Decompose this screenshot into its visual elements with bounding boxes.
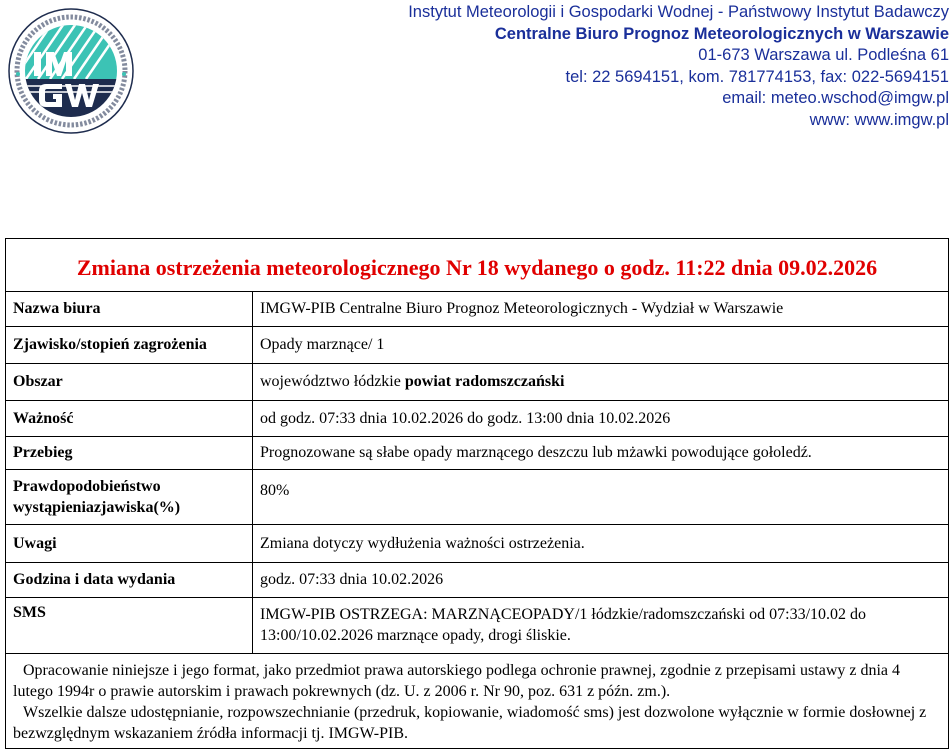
- table-row: [6, 364, 949, 401]
- table-row: [6, 598, 949, 654]
- row-value: od godz. 07:33 dnia 10.02.2026 do godz. 13:00 dnia 10.02.2026: [253, 401, 949, 437]
- warning-title: Zmiana ostrzeżenia meteorologicznego Nr 18 wydanego o godz. 11:22 dnia 09.02.2026: [6, 239, 949, 292]
- copyright-paragraph: Opracowanie niniejsze i jego format, jako przedmiot prawa autorskiego podlega ochronie prawnej, zgodnie z przepisami ustawy z dnia 4 lutego 1994r o prawie autorskim i prawach pokrewnych (dz. U. z 2006 r. Nr 90, poz. 631 z późn. zm.).: [13, 662, 901, 700]
- row-label: Uwagi: [6, 525, 253, 563]
- table-row: [6, 327, 949, 364]
- county: powiat radomszczański: [404, 373, 565, 390]
- row-value: IMGW-PIB OSTRZEGA: MARZNĄCEOPADY/1 łódzkie/radomszczański od 07:33/10.02 do 13:00/10.02.2026 marznące opady, drogi śliskie.: [253, 598, 949, 654]
- warning-table: [5, 238, 949, 749]
- table-row: [6, 401, 949, 437]
- row-label: Prawdopodobieństwo wystąpieniazjawiska(%): [6, 470, 253, 525]
- row-label: Nazwa biura: [6, 292, 253, 327]
- row-label: Zjawisko/stopień zagrożenia: [6, 327, 253, 364]
- office-name: Centralne Biuro Prognoz Meteorologicznych w Warszawie: [494, 24, 949, 43]
- row-label: Ważność: [6, 401, 253, 437]
- row-label: Obszar: [6, 364, 253, 401]
- copyright-notice: [6, 654, 949, 749]
- table-row: [6, 292, 949, 327]
- row-value: godz. 07:33 dnia 10.02.2026: [253, 563, 949, 598]
- email: email: meteo.wschod@imgw.pl: [722, 89, 949, 107]
- row-label: SMS: [6, 598, 253, 654]
- table-row: [6, 563, 949, 598]
- imgw-logo: [6, 6, 136, 136]
- phone: tel: 22 5694151, kom. 781774153, fax: 022-5694151: [565, 67, 949, 86]
- row-label: Przebieg: [6, 437, 253, 470]
- row-value: Opady marznące/ 1: [253, 327, 949, 364]
- institution-name: Instytut Meteorologii i Gospodarki Wodnej - Państwowy Instytut Badawczy: [408, 3, 949, 21]
- table-row: [6, 437, 949, 470]
- row-value: 80%: [253, 470, 949, 525]
- address: 01-673 Warszawa ul. Podleśna 61: [698, 46, 949, 64]
- row-value: Prognozowane są słabe opady marznącego deszczu lub mżawki powodujące gołoledź.: [253, 437, 949, 470]
- row-value: Zmiana dotyczy wydłużenia ważności ostrzeżenia.: [253, 525, 949, 563]
- row-label: Godzina i data wydania: [6, 563, 253, 598]
- row-value: IMGW-PIB Centralne Biuro Prognoz Meteorologicznych - Wydział w Warszawie: [253, 292, 949, 327]
- table-row: [6, 470, 949, 525]
- website: www: www.imgw.pl: [809, 110, 949, 129]
- table-row: [6, 525, 949, 563]
- region: województwo łódzkie: [260, 373, 405, 390]
- row-value: [253, 364, 949, 401]
- institution-header: [408, 2, 949, 131]
- distribution-paragraph: Wszelkie dalsze udostępnianie, rozpowszechnianie (przedruk, kopiowanie, wiadomość sms) jest dozwolone wyłącznie w formie dosłownej z bezwzględnym wskazaniem źródła informacji tj. IMGW-PIB.: [13, 704, 927, 742]
